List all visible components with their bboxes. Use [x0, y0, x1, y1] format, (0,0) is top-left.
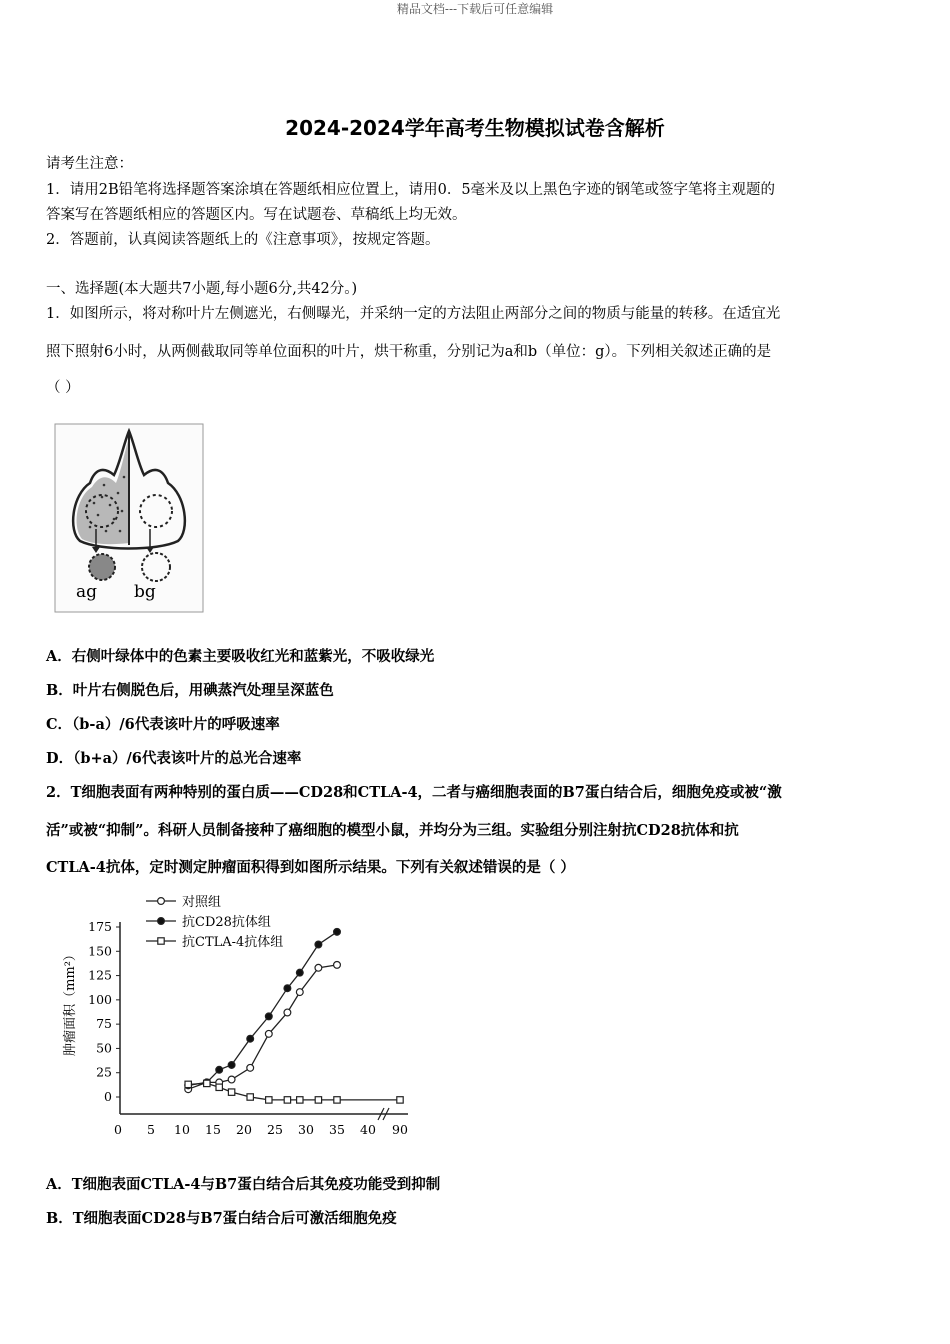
data-point-open — [158, 898, 165, 905]
tumor-area-chart — [58, 887, 418, 1142]
y-tick-label: 175 — [88, 919, 112, 934]
data-point-square — [334, 1097, 340, 1103]
y-tick-label: 75 — [96, 1016, 112, 1032]
x-tick-label: 15 — [205, 1122, 221, 1137]
data-point-open — [247, 1064, 254, 1071]
series-line — [188, 965, 337, 1089]
x-tick-label: 30 — [298, 1122, 314, 1137]
q1-line-3: （ ） — [46, 380, 80, 396]
data-point-square — [185, 1081, 191, 1087]
data-point-filled — [284, 985, 291, 992]
data-point-square — [315, 1097, 321, 1103]
label-ag: ag — [76, 582, 98, 602]
x-tick-label: 20 — [236, 1122, 252, 1137]
data-point-filled — [158, 918, 165, 925]
y-tick-label: 25 — [96, 1064, 112, 1080]
data-point-open — [265, 1030, 272, 1037]
x-tick-label: 25 — [267, 1122, 283, 1137]
series-3 — [185, 1080, 403, 1103]
chart-legend — [146, 894, 283, 950]
legend-item — [146, 914, 271, 930]
data-point-square — [216, 1084, 222, 1090]
data-point-square — [158, 938, 164, 944]
legend-item — [146, 894, 221, 910]
legend-label: 对照组 — [182, 895, 222, 910]
data-point-open — [334, 961, 341, 968]
data-point-open — [228, 1076, 235, 1083]
data-point-filled — [216, 1066, 223, 1073]
notice-item-2: 2．答题前，认真阅读答题纸上的《注意事项》，按规定答题。 — [46, 232, 440, 248]
x-tick-label: 5 — [147, 1122, 155, 1137]
notice-heading: 请考生注意： — [46, 156, 133, 172]
q2-line-2: 活”或被“抑制”。科研人员制备接种了癌细胞的模型小鼠，并均分为三组。实验组分别注射抗CD28抗体和抗 — [46, 822, 739, 839]
notice-item-1a: 1．请用2B铅笔将选择题答案涂填在答题纸相应位置上，请用0．5毫米及以上黑色字迹的钢笔或签字笔将主观题的 — [46, 182, 776, 198]
data-point-filled — [247, 1035, 254, 1042]
q1-option-b: B．叶片右侧脱色后，用碘蒸汽处理呈深蓝色 — [46, 682, 334, 699]
notice-item-1b: 答案写在答题纸相应的答题区内。写在试题卷、草稿纸上均无效。 — [46, 207, 467, 223]
label-bg: bg — [134, 582, 156, 602]
y-tick-label: 100 — [88, 991, 112, 1007]
series-1 — [185, 961, 341, 1092]
q1-option-c: C．（b-a）/6代表该叶片的呼吸速率 — [46, 716, 280, 733]
q1-line-1: 1．如图所示，将对称叶片左侧遮光，右侧曝光，并采纳一定的方法阻止两部分之间的物质与能量的转移。在适宜光 — [46, 306, 781, 322]
data-point-square — [397, 1097, 403, 1103]
q2-line-3: CTLA-4抗体，定时测定肿瘤面积得到如图所示结果。下列有关叙述错误的是（ ） — [46, 859, 575, 876]
legend-item — [146, 934, 283, 950]
data-point-filled — [265, 1013, 272, 1020]
chart-ticks — [88, 919, 408, 1137]
y-tick-label: 0 — [104, 1089, 112, 1104]
data-point-square — [228, 1089, 234, 1095]
series-2 — [185, 928, 341, 1088]
data-point-filled — [296, 969, 303, 976]
y-tick-label: 150 — [88, 943, 112, 959]
data-point-square — [204, 1080, 210, 1086]
data-point-filled — [334, 928, 341, 935]
left-disc — [89, 554, 115, 580]
data-point-open — [284, 1009, 291, 1016]
y-axis-label: 肿瘤面积（mm²） — [63, 948, 78, 1056]
data-point-square — [284, 1097, 290, 1103]
q1-option-d: D．（b+a）/6代表该叶片的总光合速率 — [46, 750, 302, 767]
data-point-filled — [315, 941, 322, 948]
section-heading: 一、选择题(本大题共7小题,每小题6分,共42分。) — [46, 281, 358, 297]
q1-option-a: A．右侧叶绿体中的色素主要吸收红光和蓝紫光，不吸收绿光 — [46, 648, 435, 665]
q2-line-1: 2．T细胞表面有两种特别的蛋白质——CD28和CTLA-4，二者与癌细胞表面的B7蛋白结合后，细胞免疫或被“激 — [46, 784, 782, 801]
x-tick-label: 90 — [392, 1122, 408, 1137]
x-tick-label: 10 — [174, 1122, 190, 1137]
series-line — [188, 932, 337, 1085]
page-title: 2024-2024学年高考生物模拟试卷含解析 — [285, 116, 665, 140]
data-point-filled — [228, 1062, 235, 1069]
chart-axes — [120, 922, 408, 1120]
q2-option-a: A．T细胞表面CTLA-4与B7蛋白结合后其免疫功能受到抑制 — [46, 1176, 441, 1193]
data-point-open — [296, 989, 303, 996]
x-tick-label: 0 — [114, 1122, 122, 1137]
x-tick-label: 35 — [329, 1122, 345, 1137]
chart-series — [185, 928, 403, 1103]
data-point-square — [297, 1097, 303, 1103]
q1-line-2: 照下照射6小时，从两侧截取同等单位面积的叶片，烘干称重，分别记为a和b（单位：g）。下列相关叙述正确的是 — [46, 344, 772, 360]
page-header: 精品文档---下载后可任意编辑 — [396, 2, 554, 16]
leaf-figure — [54, 423, 204, 613]
x-tick-label: 40 — [360, 1122, 376, 1137]
legend-label: 抗CD28抗体组 — [182, 915, 271, 930]
data-point-open — [315, 964, 322, 971]
legend-label: 抗CTLA-4抗体组 — [182, 935, 284, 950]
data-point-square — [247, 1094, 253, 1100]
y-tick-label: 125 — [88, 967, 112, 983]
data-point-square — [266, 1097, 272, 1103]
q2-option-b: B．T细胞表面CD28与B7蛋白结合后可激活细胞免疫 — [46, 1210, 397, 1227]
y-tick-label: 50 — [96, 1040, 112, 1056]
